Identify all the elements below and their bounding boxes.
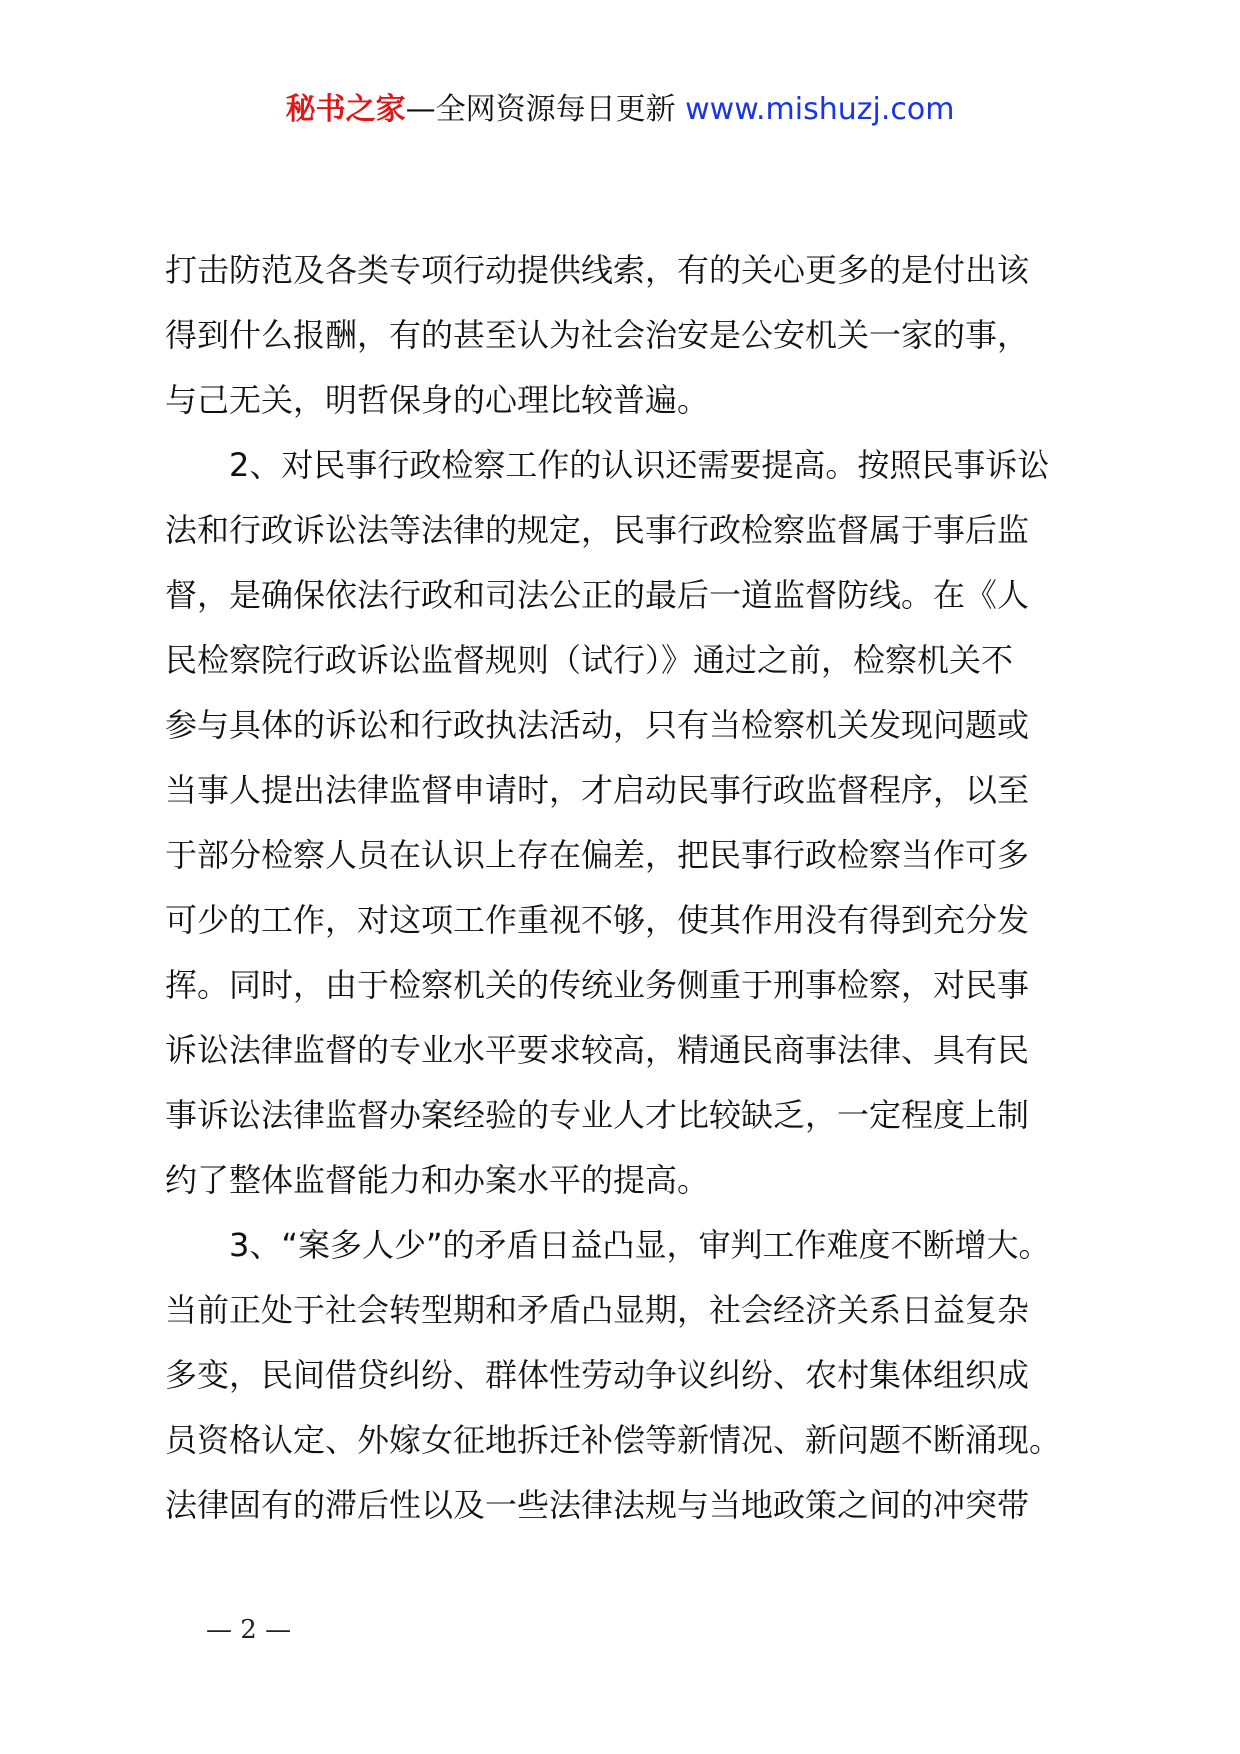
text-line: 员资格认定、外嫁女征地拆迁补偿等新情况、新问题不断涌现。 (165, 1421, 1062, 1459)
paragraph-3-first-line: 3、“案多人少”的矛盾日益凸显，审判工作难度不断增大。 (229, 1226, 1051, 1264)
text-line: 法和行政诉讼法等法律的规定，民事行政检察监督属于事后监 (165, 511, 1030, 549)
site-tagline: —全网资源每日更新 (405, 92, 686, 127)
text-line: 多变，民间借贷纠纷、群体性劳动争议纠纷、农村集体组织成 (165, 1356, 1030, 1394)
text-line: 督，是确保依法行政和司法公正的最后一道监督防线。在《人 (165, 576, 1030, 614)
page-header (0, 88, 1240, 132)
text-line: 参与具体的诉讼和行政执法活动，只有当检察机关发现问题或 (165, 706, 1030, 744)
text-line: 约了整体监督能力和办案水平的提高。 (165, 1161, 710, 1199)
document-body (165, 238, 1085, 1538)
site-brand: 秘书之家 (285, 92, 406, 127)
site-url[interactable]: www.mishuzj.com (685, 92, 955, 127)
text-line: 民检察院行政诉讼监督规则（试行）》通过之前，检察机关不 (165, 641, 1014, 679)
text-line: 得到什么报酬，有的甚至认为社会治安是公安机关一家的事， (165, 316, 1030, 354)
paragraph-2-first-line: 2、对民事行政检察工作的认识还需要提高。按照民事诉讼 (229, 446, 1050, 484)
page-number: — 2 — (206, 1615, 292, 1645)
text-line: 打击防范及各类专项行动提供线索，有的关心更多的是付出该 (165, 251, 1030, 289)
text-line: 挥。同时，由于检察机关的传统业务侧重于刑事检察，对民事 (165, 966, 1030, 1004)
text-line: 于部分检察人员在认识上存在偏差，把民事行政检察当作可多 (165, 836, 1030, 874)
text-line: 事诉讼法律监督办案经验的专业人才比较缺乏，一定程度上制 (165, 1096, 1030, 1134)
text-line: 可少的工作，对这项工作重视不够，使其作用没有得到充分发 (165, 901, 1030, 939)
text-line: 与己无关，明哲保身的心理比较普遍。 (165, 381, 710, 419)
text-line: 当事人提出法律监督申请时，才启动民事行政监督程序，以至 (165, 771, 1030, 809)
text-line: 诉讼法律监督的专业水平要求较高，精通民商事法律、具有民 (165, 1031, 1030, 1069)
text-line: 当前正处于社会转型期和矛盾凸显期，社会经济关系日益复杂 (165, 1291, 1030, 1329)
text-line: 法律固有的滞后性以及一些法律法规与当地政策之间的冲突带 (165, 1486, 1030, 1524)
